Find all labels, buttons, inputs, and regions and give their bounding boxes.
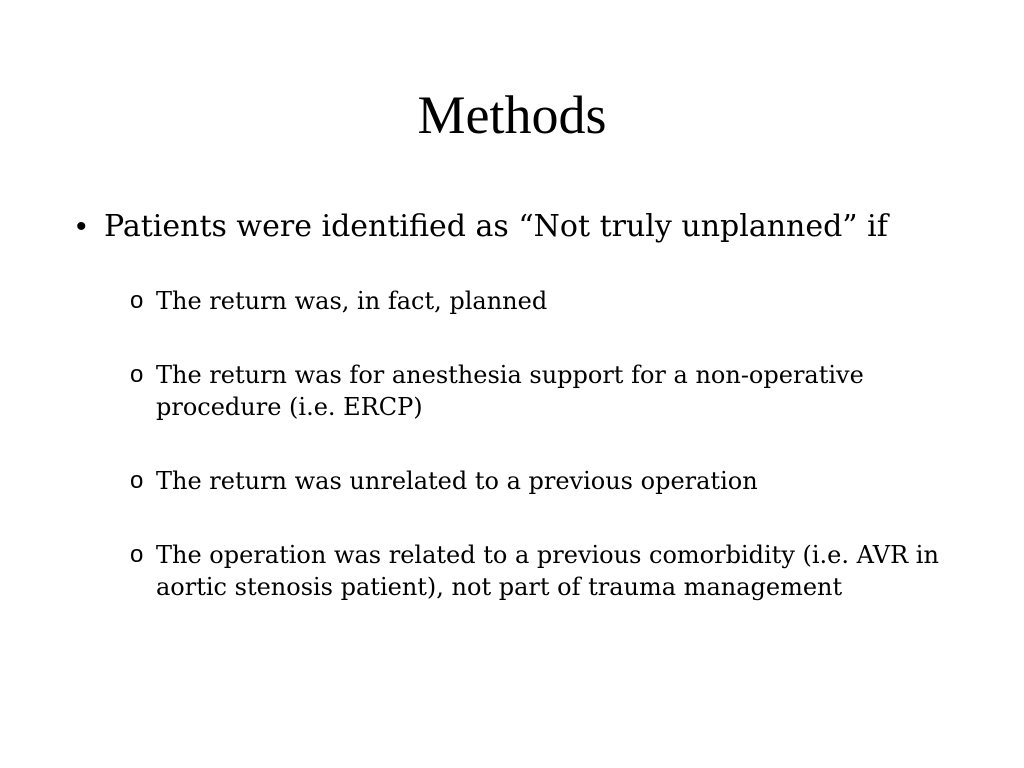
bullet-marker: •: [76, 210, 87, 243]
sub-bullet-text: The return was unrelated to a previous operation: [156, 467, 758, 495]
sub-bullet-text: The return was, in fact, planned: [156, 287, 548, 315]
sub-bullet-item: [130, 539, 990, 603]
sub-bullet-list: [130, 285, 990, 645]
sub-bullet-text: The operation was related to a previous comorbidity (i.e. AVR in aortic stenosis patient), not part of trauma management: [156, 541, 939, 601]
sub-bullet-item: [130, 285, 990, 317]
sub-bullet-marker: o: [130, 467, 144, 494]
slide-title: Methods: [417, 85, 607, 145]
sub-bullet-marker: o: [130, 287, 144, 314]
sub-bullet-item: [130, 359, 990, 423]
sub-bullet-marker: o: [130, 361, 144, 388]
sub-bullet-item: [130, 465, 990, 497]
sub-bullet-text: The return was for anesthesia support for a non-operative procedure (i.e. ERCP): [156, 361, 864, 421]
main-bullet-text: Patients were identified as “Not truly unplanned” if: [104, 209, 888, 244]
sub-bullet-marker: o: [130, 541, 144, 568]
main-bullet: [76, 207, 996, 247]
